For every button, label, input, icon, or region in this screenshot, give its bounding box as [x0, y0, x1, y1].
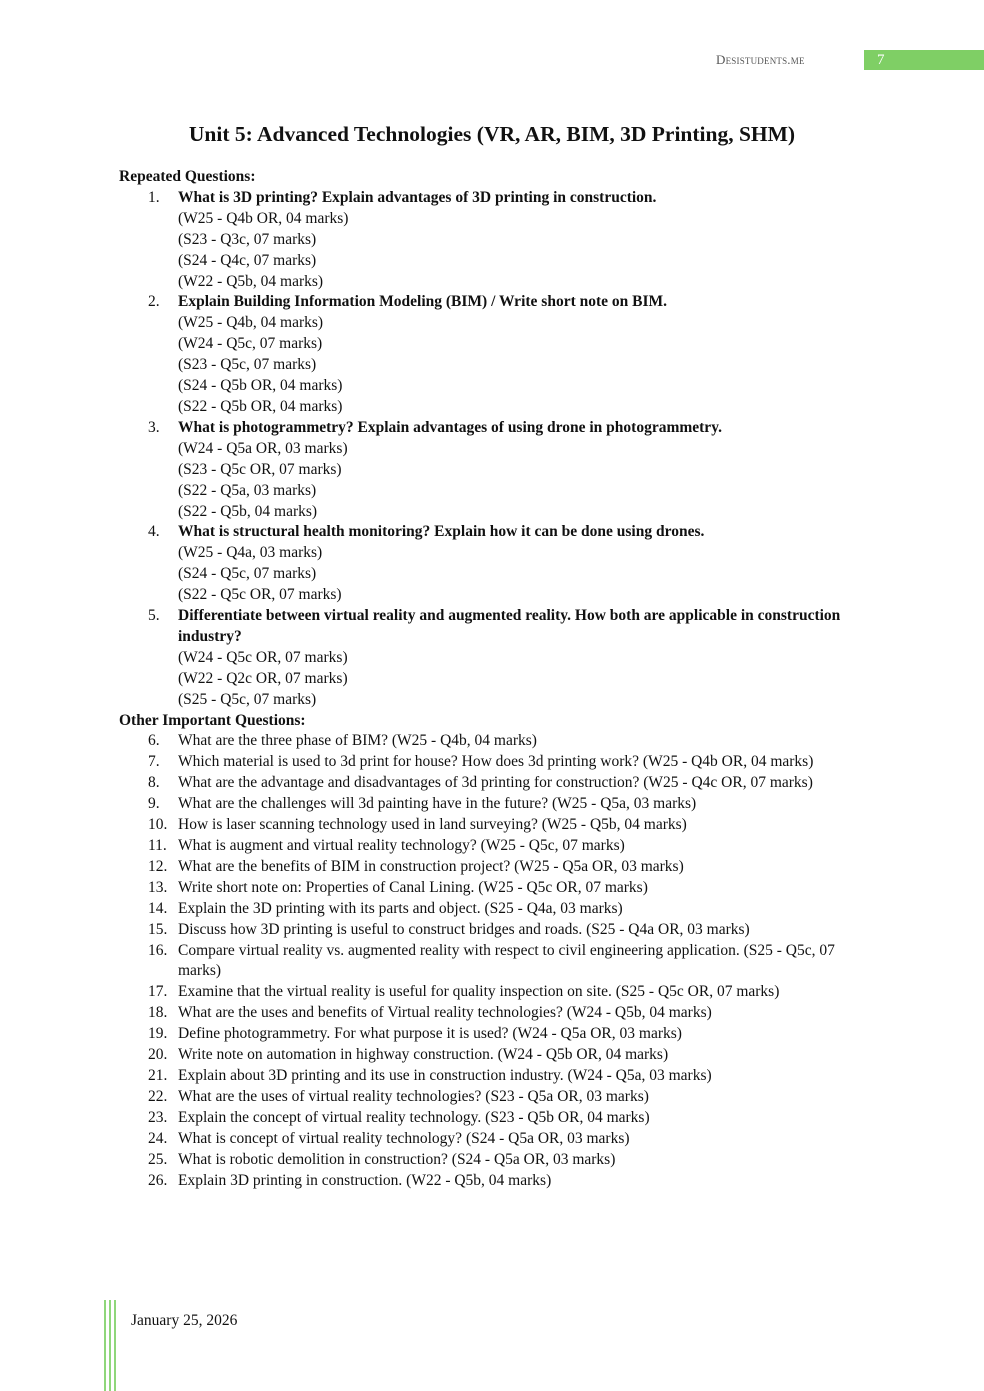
question-text: What is concept of virtual reality technology? (S24 - Q5a OR, 03 marks): [178, 1129, 630, 1147]
question-text: What are the uses and benefits of Virtual reality technologies? (W24 - Q5b, 04 marks): [178, 1004, 712, 1022]
question-number: 3.: [148, 418, 160, 436]
question-reference: (S23 - Q3c, 07 marks): [178, 230, 317, 248]
footer-decorative-bars: [104, 1300, 118, 1391]
repeated-questions-list: [119, 188, 879, 711]
question-number: 21.: [148, 1066, 168, 1084]
list-item: [119, 1066, 879, 1087]
question-text: What is photogrammetry? Explain advantages of using drone in photogrammetry.: [178, 418, 722, 436]
question-text: Write note on automation in highway construction. (W24 - Q5b OR, 04 marks): [178, 1046, 669, 1064]
list-item: [119, 1150, 879, 1171]
question-number: 1.: [148, 188, 160, 206]
question-number: 9.: [148, 795, 160, 813]
list-item: [119, 815, 879, 836]
list-item: [119, 292, 879, 417]
list-item: [119, 752, 879, 773]
list-item: [119, 731, 879, 752]
question-text: Examine that the virtual reality is useful for quality inspection on site. (S25 - Q5c OR, 07 marks): [178, 983, 780, 1001]
question-number: 13.: [148, 878, 168, 896]
question-text: Write short note on: Properties of Canal Lining. (W25 - Q5c OR, 07 marks): [178, 878, 648, 896]
list-item: [119, 836, 879, 857]
question-number: 17.: [148, 983, 168, 1001]
list-item: [119, 878, 879, 899]
question-text: Define photogrammetry. For what purpose it is used? (W24 - Q5a OR, 03 marks): [178, 1025, 682, 1043]
question-reference: (S22 - Q5a, 03 marks): [178, 481, 317, 499]
footer-bar: [104, 1300, 106, 1391]
question-text: What is 3D printing? Explain advantages of 3D printing in construction.: [178, 188, 657, 206]
footer-bar: [114, 1300, 116, 1391]
question-number: 14.: [148, 899, 168, 917]
repeated-questions-heading: Repeated Questions:: [119, 168, 256, 185]
list-item: [119, 1045, 879, 1066]
list-item: [119, 1087, 879, 1108]
question-text: What are the challenges will 3d painting have in the future? (W25 - Q5a, 03 marks): [178, 795, 697, 813]
question-text: What is structural health monitoring? Explain how it can be done using drones.: [178, 523, 705, 541]
question-number: 26.: [148, 1171, 168, 1189]
question-reference: (W22 - Q5b, 04 marks): [178, 272, 324, 290]
list-item: [119, 1129, 879, 1150]
question-number: 15.: [148, 920, 168, 938]
question-text: Explain the concept of virtual reality technology. (S23 - Q5b OR, 04 marks): [178, 1108, 650, 1126]
question-reference: (S24 - Q5b OR, 04 marks): [178, 377, 343, 395]
question-text: Explain Building Information Modeling (BIM) / Write short note on BIM.: [178, 293, 668, 311]
question-reference: (W25 - Q4a, 03 marks): [178, 544, 323, 562]
question-reference: (S25 - Q5c, 07 marks): [178, 690, 317, 708]
question-number: 4.: [148, 523, 160, 541]
list-item: [119, 941, 879, 983]
page-number: 7: [877, 52, 885, 68]
question-number: 24.: [148, 1129, 168, 1147]
question-reference: (S22 - Q5c OR, 07 marks): [178, 586, 342, 604]
page-number-badge: [864, 50, 984, 70]
question-reference: (S24 - Q4c, 07 marks): [178, 251, 317, 269]
list-item: [119, 522, 879, 606]
list-item: [119, 1003, 879, 1024]
list-item: [119, 920, 879, 941]
question-text: Explain 3D printing in construction. (W22 - Q5b, 04 marks): [178, 1171, 552, 1189]
other-questions-list: [119, 731, 879, 1191]
question-text: What are the three phase of BIM? (W25 - Q4b, 04 marks): [178, 732, 537, 750]
question-text: What is robotic demolition in construction? (S24 - Q5a OR, 03 marks): [178, 1150, 616, 1168]
question-reference: (W25 - Q4b, 04 marks): [178, 314, 324, 332]
question-text: Explain about 3D printing and its use in construction industry. (W24 - Q5a, 03 marks): [178, 1066, 712, 1084]
question-text: Differentiate between virtual reality and augmented reality. How both are applicable in construction industry?: [178, 607, 841, 645]
list-item: [119, 899, 879, 920]
footer-bar: [109, 1300, 111, 1391]
question-reference: (S22 - Q5b OR, 04 marks): [178, 397, 343, 415]
footer-date: January 25, 2026: [131, 1312, 238, 1329]
list-item: [119, 794, 879, 815]
question-text: How is laser scanning technology used in land surveying? (W25 - Q5b, 04 marks): [178, 816, 687, 834]
question-number: 23.: [148, 1108, 168, 1126]
question-text: Compare virtual reality vs. augmented reality with respect to civil engineering application. (S25 - Q5c, 07 marks): [178, 941, 835, 980]
list-item: [119, 1108, 879, 1129]
page-title: Unit 5: Advanced Technologies (VR, AR, BIM, 3D Printing, SHM): [188, 122, 796, 146]
question-reference: (S23 - Q5c OR, 07 marks): [178, 460, 342, 478]
question-number: 22.: [148, 1087, 168, 1105]
question-number: 11.: [148, 837, 167, 854]
list-item: [119, 606, 879, 711]
list-item: [119, 418, 879, 523]
question-number: 12.: [148, 857, 168, 875]
list-item: [119, 857, 879, 878]
question-reference: (W24 - Q5a OR, 03 marks): [178, 439, 348, 457]
question-reference: (S24 - Q5c, 07 marks): [178, 565, 317, 583]
list-item: [119, 1171, 879, 1192]
question-number: 8.: [148, 774, 160, 792]
question-text: What are the uses of virtual reality technologies? (S23 - Q5a OR, 03 marks): [178, 1087, 649, 1105]
list-item: [119, 1024, 879, 1045]
question-text: Which material is used to 3d print for house? How does 3d printing work? (W25 - Q4b OR, 04 marks): [178, 753, 814, 771]
other-questions-heading: Other Important Questions:: [119, 711, 306, 729]
question-text: What are the benefits of BIM in construction project? (W25 - Q5a OR, 03 marks): [178, 857, 684, 875]
question-number: 7.: [148, 753, 160, 771]
question-number: 20.: [148, 1046, 168, 1064]
question-text: Explain the 3D printing with its parts and object. (S25 - Q4a, 03 marks): [178, 899, 623, 917]
question-number: 25.: [148, 1150, 168, 1168]
question-reference: (W24 - Q5c OR, 07 marks): [178, 648, 348, 666]
question-reference: (S22 - Q5b, 04 marks): [178, 502, 318, 520]
question-reference: (S23 - Q5c, 07 marks): [178, 356, 317, 374]
question-reference: (W24 - Q5c, 07 marks): [178, 335, 323, 353]
question-number: 2.: [148, 293, 160, 311]
list-item: [119, 773, 879, 794]
question-number: 18.: [148, 1004, 168, 1022]
header-site-name: Desistudents.me: [716, 52, 805, 67]
question-text: What are the advantage and disadvantages of 3d printing for construction? (W25 - Q4c OR, 07 marks): [178, 774, 813, 792]
question-number: 19.: [148, 1025, 168, 1043]
question-number: 6.: [148, 732, 160, 750]
question-number: 16.: [148, 941, 168, 959]
question-reference: (W25 - Q4b OR, 04 marks): [178, 209, 349, 227]
list-item: [119, 188, 879, 293]
question-text: What is augment and virtual reality technology? (W25 - Q5c, 07 marks): [178, 837, 625, 854]
list-item: [119, 982, 879, 1003]
question-reference: (W22 - Q2c OR, 07 marks): [178, 669, 348, 687]
document-body: [119, 167, 879, 1191]
question-text: Discuss how 3D printing is useful to construct bridges and roads. (S25 - Q4a OR, 03 marks): [178, 920, 750, 938]
question-number: 5.: [148, 607, 160, 625]
question-number: 10.: [148, 816, 168, 834]
